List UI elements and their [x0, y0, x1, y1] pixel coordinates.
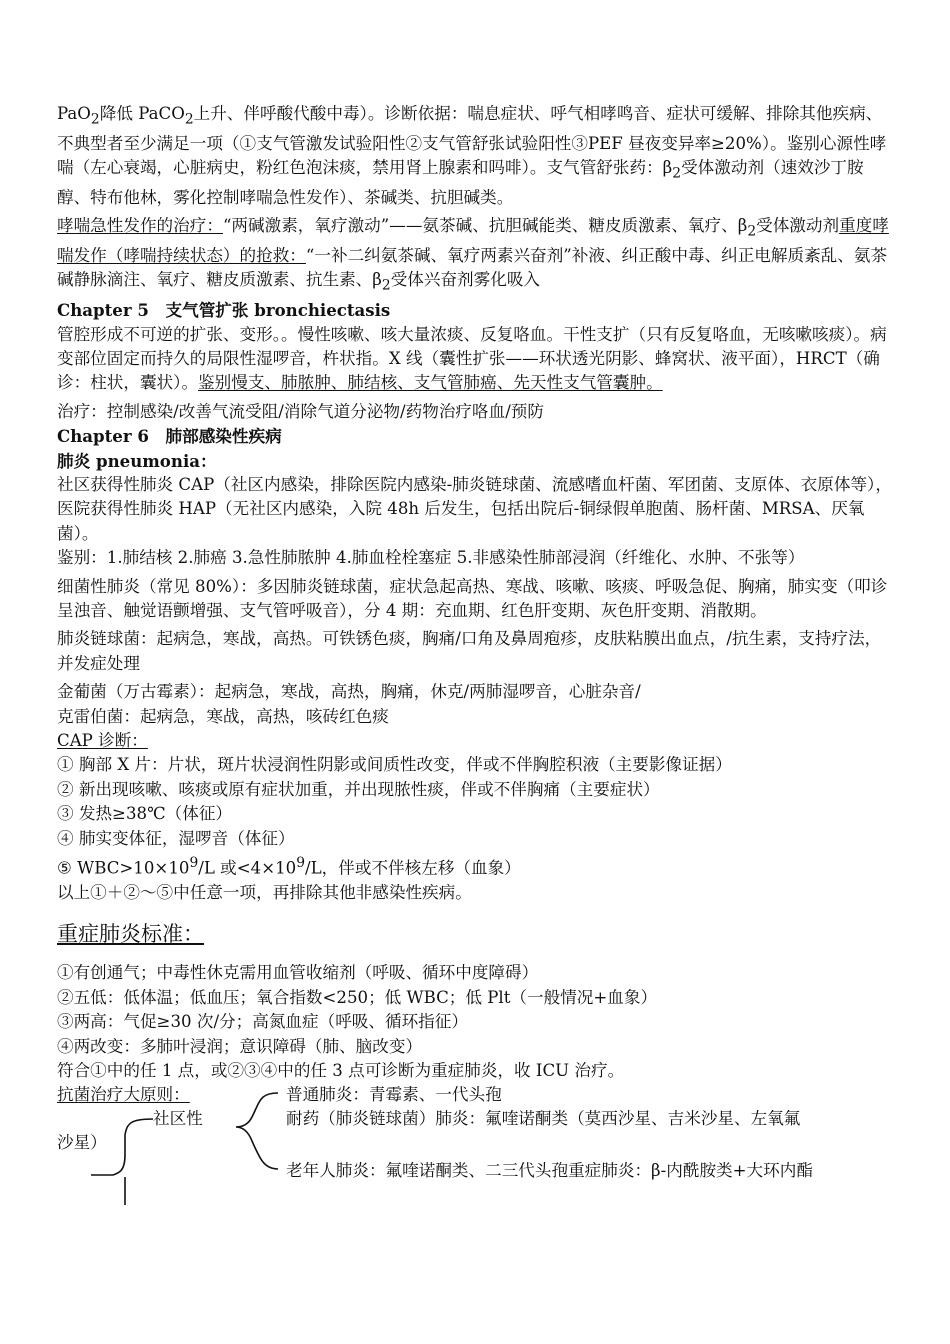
- chapter6-heading: Chapter 6 肺部感染性疾病: [57, 426, 282, 447]
- antibiotic-line-elderly: 老年人肺炎：氟喹诺酮类、二三代头孢重症肺炎：β-内酰胺类+大环内酯: [286, 1161, 813, 1181]
- streptococcus-paragraph: 肺炎链球菌：起病急，寒战，高热。可铁锈色痰，胸痛/口角及鼻周疱疹，皮肤粘膜出血点，/抗生素，支持疗法，并发症处理: [57, 629, 882, 673]
- cap-item-wbc: [57, 851, 895, 881]
- text-wbc-b: /L 或<4×10: [198, 858, 297, 878]
- bacterial-pneumonia-paragraph: 细菌性肺炎（常见 80%）：多因肺炎链球菌，症状急起高热、寒战、咳嗽、咳痰、呼吸急促、胸痛，肺实变（叩诊呈浊音、触觉语颤增强、支气管呼吸音），分 4 期：充血期、红色肝变期、灰色肝变期、消散期。: [57, 576, 888, 620]
- text-diagnosis: 上升、伴呼酸代酸中毒）。诊断依据：喘息症状、呼气相哮鸣音、症状可缓解、排除其他疾病、不典型者至少满足一项（①支气管激发试验阳性②支气管舒张试验阳性③PEF 昼夜变异率≥20%）。鉴别心源性哮喘（左心衰竭，心脏病史，粉红色泡沫痰，禁用肾上腺素和吗啡）。支气管舒张药：β: [57, 104, 887, 178]
- subscript-2: 2: [90, 111, 100, 128]
- text-pao: PaO: [57, 104, 91, 123]
- asthma-diagnosis-paragraph: [57, 102, 895, 210]
- bronchiectasis-treatment: 治疗：控制感染/改善气流受阻/消除气道分泌物/药物治疗咯血/预防: [57, 401, 544, 421]
- klebsiella-paragraph: 克雷伯菌：起病急，寒战，高热，咳砖红色痰: [57, 706, 389, 726]
- severe-item: ②五低：低体温；低血压；氧合指数<250；低 WBC；低 Plt（一般情况+血象）: [57, 987, 658, 1007]
- text-bronchiectasis: 管腔形成不可逆的扩张、变形。。慢性咳嗽、咳大量浓痰、反复咯血。干性支扩（只有反复咯血，无咳嗽咳痰）。病变部位固定而持久的局限性湿啰音，杵状指。X 线（囊性扩张——环状透光阴影、蜂窝状、液平面），HRCT（确诊：柱状，囊状）。: [57, 324, 887, 393]
- text-treatment-a: “两碱激素，氧疗激动”——氨茶碱、抗胆碱能类、糖皮质激素、氧疗、β: [222, 216, 748, 236]
- cap-rule: 以上①＋②～⑤中任意一项，再排除其他非感染性疾病。: [57, 882, 472, 902]
- severe-conclusion: 符合①中的任 1 点，或②③④中的任 3 点可诊断为重症肺炎，收 ICU 治疗。: [57, 1061, 625, 1080]
- subscript-2: 2: [747, 223, 757, 240]
- text-treatment-d: 受体兴奋剂雾化吸入: [390, 270, 541, 290]
- text-wbc-a: ⑤ WBC>10×10: [57, 858, 190, 878]
- cap-item: ③ 发热≥38℃（体征）: [57, 804, 233, 824]
- text-wbc-c: /L，伴或不伴核左移（血象）: [305, 858, 521, 878]
- subscript-2: 2: [672, 165, 682, 182]
- antibiotic-line-resistant: 耐药（肺炎链球菌）肺炎：氟喹诺酮类（莫西沙星、吉米沙星、左氧氟: [286, 1109, 801, 1129]
- antibiotic-line-wrap: 沙星）: [57, 1133, 107, 1153]
- chapter5-heading: Chapter 5 支气管扩张 bronchiectasis: [57, 300, 391, 321]
- bronchiectasis-differential: 鉴别慢支、肺脓肿、肺结核、支气管肺癌、先天性支气管囊肿。: [198, 373, 663, 393]
- curly-brace-icon: [212, 1091, 282, 1173]
- cap-item: ④ 肺实变体征，湿啰音（体征）: [57, 828, 295, 848]
- text-paco: 降低 PaCO: [99, 104, 185, 123]
- severe-item: ③两高：气促≥30 次/分；高氮血症（呼吸、循环指征）: [57, 1012, 468, 1032]
- outer-brace-icon: [91, 1111, 157, 1207]
- superscript-9: 9: [296, 855, 306, 872]
- community-label: 社区性: [153, 1109, 203, 1129]
- cap-hap-paragraph: 社区获得性肺炎 CAP（社区内感染，排除医院内感染-肺炎链球菌、流感嗜血杆菌、军团菌、支原体、衣原体等），医院获得性肺炎 HAP（无社区内感染，入院 48h 后发生，包括出院后-铜绿假单胞菌、肠杆菌、MRSA、厌氧菌）。: [57, 474, 892, 543]
- asthma-treatment-paragraph: [57, 214, 895, 298]
- superscript-9: 9: [189, 855, 199, 872]
- text-bronchodilators: 受体激动剂（速效沙丁胺醇、特布他林，雾化控制哮喘急性发作）、茶碱类、抗胆碱类。: [57, 158, 864, 207]
- staphylococcus-paragraph: 金葡菌（万古霉素）：起病急，寒战，高热，胸痛，休克/两肺湿啰音，心脏杂音/: [57, 682, 641, 702]
- pneumonia-subheading: 肺炎 pneumonia：: [57, 450, 217, 471]
- antibiotic-line-ordinary: 普通肺炎：青霉素、一代头孢: [286, 1085, 502, 1105]
- severe-pneumonia-title: 重症肺炎标准：: [57, 922, 204, 947]
- text-treatment-b: 受体激动剂: [756, 216, 840, 236]
- severe-asthma-rescue-label: 重度哮喘发作（哮喘持续状态）的抢救：: [57, 216, 889, 265]
- differential-paragraph: 鉴别：1.肺结核 2.肺癌 3.急性肺脓肿 4.肺血栓栓塞症 5.非感染性肺部浸润（纤维化、水肿、不张等）: [57, 548, 805, 568]
- subscript-2: 2: [184, 111, 194, 128]
- cap-diagnosis-title: CAP 诊断：: [57, 731, 148, 750]
- antibiotic-tree: [57, 1083, 895, 1201]
- bronchiectasis-paragraph: [57, 323, 895, 396]
- text-treatment-c: “一补二纠氨茶碱、氧疗两素兴奋剂”补液、纠正酸中毒、纠正电解质紊乱、氨茶碱静脉滴注、氧疗、糖皮质激素、抗生素、β: [57, 245, 888, 290]
- antibiotic-title: 抗菌治疗大原则：: [57, 1085, 190, 1105]
- subscript-2: 2: [381, 277, 391, 294]
- document-page: [57, 102, 895, 1201]
- cap-item: ① 胸部 X 片：片状，斑片状浸润性阴影或间质性改变，伴或不伴胸腔积液（主要影像证据）: [57, 755, 732, 775]
- cap-item: ② 新出现咳嗽、咳痰或原有症状加重，并出现脓性痰，伴或不伴胸痛（主要症状）: [57, 779, 660, 799]
- severe-item: ④两改变：多肺叶浸润；意识障碍（肺、脑改变）: [57, 1036, 423, 1056]
- severe-item: ①有创通气；中毒性休克需用血管收缩剂（呼吸、循环中度障碍）: [57, 963, 539, 983]
- asthma-acute-treatment-label: 哮喘急性发作的治疗：: [57, 216, 223, 236]
